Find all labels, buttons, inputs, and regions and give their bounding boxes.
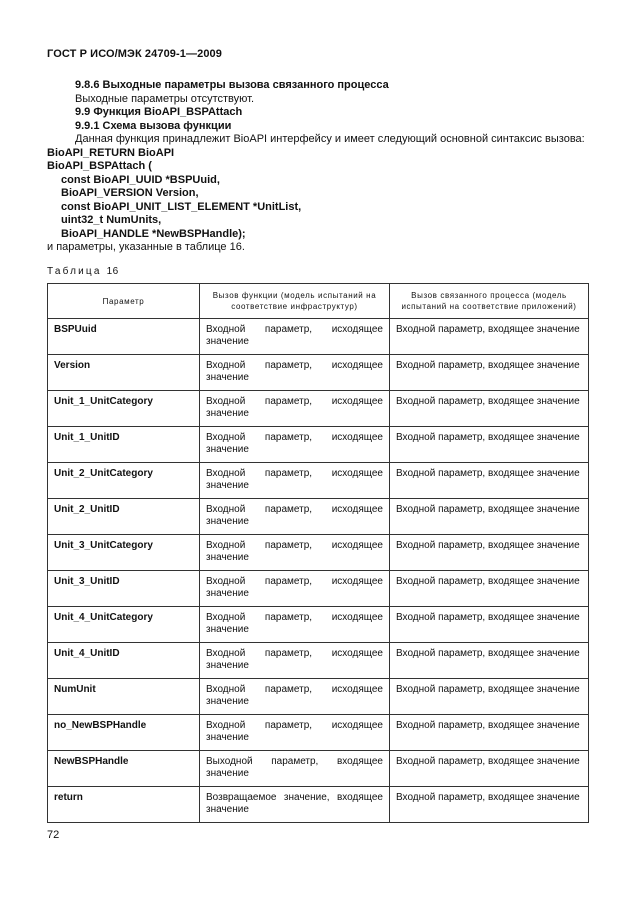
function-call-cell: Входной параметр, исходящее значение (200, 607, 390, 643)
function-call-cell: Входной параметр, исходящее значение (200, 715, 390, 751)
parameter-name-cell: NewBSPHandle (48, 751, 200, 787)
linked-process-cell: Входной параметр, входящее значение (390, 607, 589, 643)
parameter-name-cell: Unit_3_UnitID (48, 571, 200, 607)
table-row (48, 643, 589, 679)
function-call-cell: Входной параметр, исходящее значение (200, 391, 390, 427)
table-row (48, 679, 589, 715)
table-row (48, 607, 589, 643)
parameter-name-cell: Unit_1_UnitCategory (48, 391, 200, 427)
linked-process-cell: Входной параметр, входящее значение (390, 355, 589, 391)
function-call-cell: Входной параметр, исходящее значение (200, 427, 390, 463)
function-call-cell: Выходной параметр, входящее значение (200, 751, 390, 787)
code-line-2: BioAPI_BSPAttach ( (47, 160, 152, 172)
function-call-cell: Входной параметр, исходящее значение (200, 463, 390, 499)
linked-process-cell: Входной параметр, входящее значение (390, 535, 589, 571)
table-row (48, 391, 589, 427)
section-heading-9-9: 9.9 Функция BioAPI_BSPAttach (75, 106, 243, 118)
header-function-call: Вызов функции (модель испытаний на соответствие инфраструктур) (200, 284, 390, 319)
table-row (48, 319, 589, 355)
parameter-name-cell: Unit_4_UnitCategory (48, 607, 200, 643)
linked-process-cell: Входной параметр, входящее значение (390, 499, 589, 535)
linked-process-cell: Входной параметр, входящее значение (390, 751, 589, 787)
parameter-name-cell: Unit_4_UnitID (48, 643, 200, 679)
parameter-name-cell: return (48, 787, 200, 823)
code-line-5: const BioAPI_UNIT_LIST_ELEMENT *UnitList, (61, 200, 302, 213)
header-linked-process-call: Вызов связанного процесса (модель испытаний на соответствие приложений) (390, 284, 589, 319)
table-row (48, 715, 589, 751)
function-call-cell: Входной параметр, исходящее значение (200, 319, 390, 355)
parameter-name-cell: Unit_3_UnitCategory (48, 535, 200, 571)
code-line-4: BioAPI_VERSION Version, (61, 187, 199, 199)
linked-process-cell: Входной параметр, входящее значение (390, 319, 589, 355)
function-call-cell: Входной параметр, исходящее значение (200, 643, 390, 679)
code-line-7: BioAPI_HANDLE *NewBSPHandle); (61, 227, 246, 240)
parameter-name-cell: Version (48, 355, 200, 391)
function-call-cell: Входной параметр, исходящее значение (200, 679, 390, 715)
header-parameter: Параметр (48, 284, 200, 319)
parameter-name-cell: Unit_1_UnitID (48, 427, 200, 463)
table-row (48, 427, 589, 463)
function-call-cell: Входной параметр, исходящее значение (200, 571, 390, 607)
table-row (48, 571, 589, 607)
function-call-cell: Возвращаемое значение, входящее значение (200, 787, 390, 823)
table-row (48, 535, 589, 571)
function-call-cell: Входной параметр, исходящее значение (200, 535, 390, 571)
section-heading-9-8-6: 9.8.6 Выходные параметры вызова связанного процесса (75, 79, 389, 91)
table-caption-word: Таблица (47, 266, 102, 277)
code-line-1: BioAPI_RETURN BioAPI (47, 146, 175, 159)
parameter-name-cell: Unit_2_UnitCategory (48, 463, 200, 499)
body-text (47, 79, 587, 255)
parameter-name-cell: no_NewBSPHandle (48, 715, 200, 751)
linked-process-cell: Входной параметр, входящее значение (390, 463, 589, 499)
function-call-cell: Входной параметр, исходящее значение (200, 355, 390, 391)
code-line-3: const BioAPI_UUID *BSPUuid, (61, 173, 220, 186)
document-header: ГОСТ Р ИСО/МЭК 24709-1—2009 (47, 48, 222, 60)
table-row (48, 355, 589, 391)
linked-process-cell: Входной параметр, входящее значение (390, 391, 589, 427)
function-call-cell: Входной параметр, исходящее значение (200, 499, 390, 535)
section-heading-9-9-1: 9.9.1 Схема вызова функции (75, 119, 232, 132)
params-note: и параметры, указанные в таблице 16. (47, 241, 245, 253)
linked-process-cell: Входной параметр, входящее значение (390, 715, 589, 751)
parameter-name-cell: BSPUuid (48, 319, 200, 355)
linked-process-cell: Входной параметр, входящее значение (390, 571, 589, 607)
section-text-9-8-6: Выходные параметры отсутствуют. (75, 92, 255, 105)
linked-process-cell: Входной параметр, входящее значение (390, 679, 589, 715)
table-body (48, 319, 589, 823)
parameter-name-cell: NumUnit (48, 679, 200, 715)
table-row (48, 499, 589, 535)
linked-process-cell: Входной параметр, входящее значение (390, 787, 589, 823)
table-row (48, 751, 589, 787)
table-row (48, 787, 589, 823)
section-intro-9-9-1: Данная функция принадлежит BioAPI интерфейсу и имеет следующий основной синтаксис вызова: (75, 133, 585, 145)
table-header-row (48, 284, 589, 319)
table-caption-number: 16 (106, 266, 119, 277)
parameters-table (47, 283, 589, 823)
parameter-name-cell: Unit_2_UnitID (48, 499, 200, 535)
linked-process-cell: Входной параметр, входящее значение (390, 427, 589, 463)
table-row (48, 463, 589, 499)
linked-process-cell: Входной параметр, входящее значение (390, 643, 589, 679)
code-line-6: uint32_t NumUnits, (61, 214, 162, 226)
table-caption (47, 266, 119, 277)
page-number: 72 (47, 829, 60, 841)
